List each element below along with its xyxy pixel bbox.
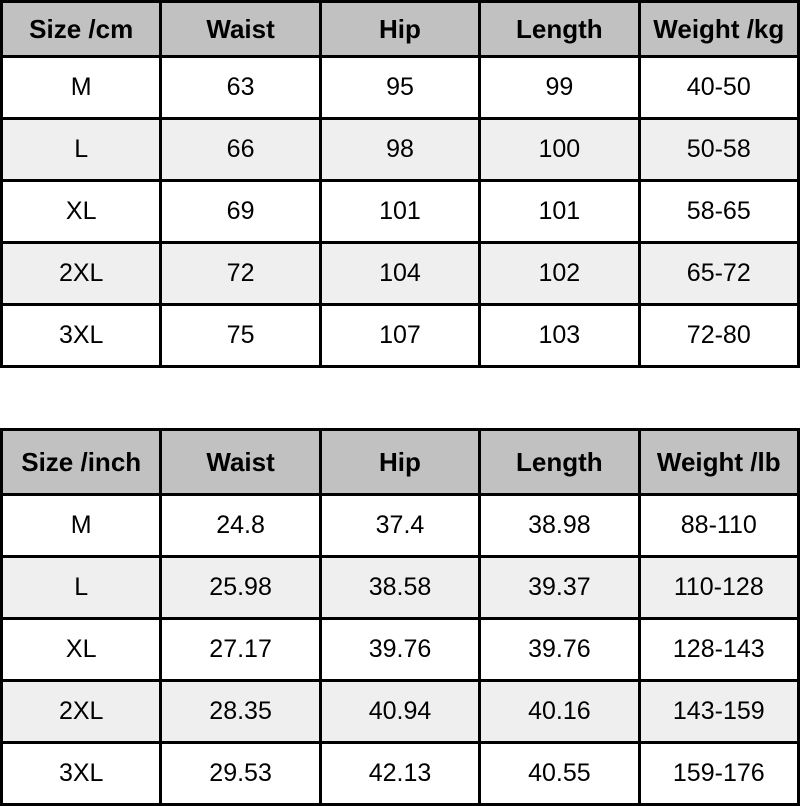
value-cell: 42.13 bbox=[320, 743, 479, 805]
value-cell: 40.55 bbox=[480, 743, 639, 805]
value-cell: 40.94 bbox=[320, 681, 479, 743]
table-row bbox=[2, 181, 799, 243]
value-cell: 58-65 bbox=[639, 181, 798, 243]
column-header: Hip bbox=[320, 2, 479, 57]
size-table-inch bbox=[0, 428, 800, 806]
header-row bbox=[2, 2, 799, 57]
column-header: Weight /lb bbox=[639, 430, 798, 495]
table-row bbox=[2, 743, 799, 805]
table-row bbox=[2, 681, 799, 743]
table-row bbox=[2, 557, 799, 619]
value-cell: 25.98 bbox=[161, 557, 320, 619]
size-cell: XL bbox=[2, 619, 161, 681]
value-cell: 159-176 bbox=[639, 743, 798, 805]
value-cell: 110-128 bbox=[639, 557, 798, 619]
value-cell: 103 bbox=[480, 305, 639, 367]
value-cell: 27.17 bbox=[161, 619, 320, 681]
value-cell: 143-159 bbox=[639, 681, 798, 743]
column-header: Size /cm bbox=[2, 2, 161, 57]
value-cell: 72-80 bbox=[639, 305, 798, 367]
value-cell: 40.16 bbox=[480, 681, 639, 743]
value-cell: 40-50 bbox=[639, 57, 798, 119]
value-cell: 101 bbox=[320, 181, 479, 243]
column-header: Waist bbox=[161, 2, 320, 57]
value-cell: 72 bbox=[161, 243, 320, 305]
column-header: Length bbox=[480, 2, 639, 57]
value-cell: 38.58 bbox=[320, 557, 479, 619]
size-cell: L bbox=[2, 557, 161, 619]
value-cell: 75 bbox=[161, 305, 320, 367]
value-cell: 37.4 bbox=[320, 495, 479, 557]
value-cell: 24.8 bbox=[161, 495, 320, 557]
column-header: Size /inch bbox=[2, 430, 161, 495]
value-cell: 104 bbox=[320, 243, 479, 305]
size-cell: 2XL bbox=[2, 243, 161, 305]
size-table-cm bbox=[0, 0, 800, 368]
size-cell: M bbox=[2, 495, 161, 557]
value-cell: 100 bbox=[480, 119, 639, 181]
size-cell: XL bbox=[2, 181, 161, 243]
value-cell: 39.37 bbox=[480, 557, 639, 619]
table-row bbox=[2, 243, 799, 305]
value-cell: 98 bbox=[320, 119, 479, 181]
value-cell: 63 bbox=[161, 57, 320, 119]
table-row bbox=[2, 119, 799, 181]
value-cell: 88-110 bbox=[639, 495, 798, 557]
size-cell: 2XL bbox=[2, 681, 161, 743]
column-header: Weight /kg bbox=[639, 2, 798, 57]
value-cell: 38.98 bbox=[480, 495, 639, 557]
column-header: Waist bbox=[161, 430, 320, 495]
size-cell: 3XL bbox=[2, 305, 161, 367]
value-cell: 107 bbox=[320, 305, 479, 367]
header-row bbox=[2, 430, 799, 495]
value-cell: 128-143 bbox=[639, 619, 798, 681]
value-cell: 28.35 bbox=[161, 681, 320, 743]
size-cell: 3XL bbox=[2, 743, 161, 805]
value-cell: 102 bbox=[480, 243, 639, 305]
table-row bbox=[2, 57, 799, 119]
value-cell: 39.76 bbox=[480, 619, 639, 681]
value-cell: 99 bbox=[480, 57, 639, 119]
value-cell: 95 bbox=[320, 57, 479, 119]
table-row bbox=[2, 495, 799, 557]
size-cell: M bbox=[2, 57, 161, 119]
table-row bbox=[2, 305, 799, 367]
size-cell: L bbox=[2, 119, 161, 181]
value-cell: 39.76 bbox=[320, 619, 479, 681]
table-row bbox=[2, 619, 799, 681]
column-header: Length bbox=[480, 430, 639, 495]
value-cell: 66 bbox=[161, 119, 320, 181]
value-cell: 101 bbox=[480, 181, 639, 243]
value-cell: 50-58 bbox=[639, 119, 798, 181]
column-header: Hip bbox=[320, 430, 479, 495]
value-cell: 69 bbox=[161, 181, 320, 243]
value-cell: 29.53 bbox=[161, 743, 320, 805]
value-cell: 65-72 bbox=[639, 243, 798, 305]
